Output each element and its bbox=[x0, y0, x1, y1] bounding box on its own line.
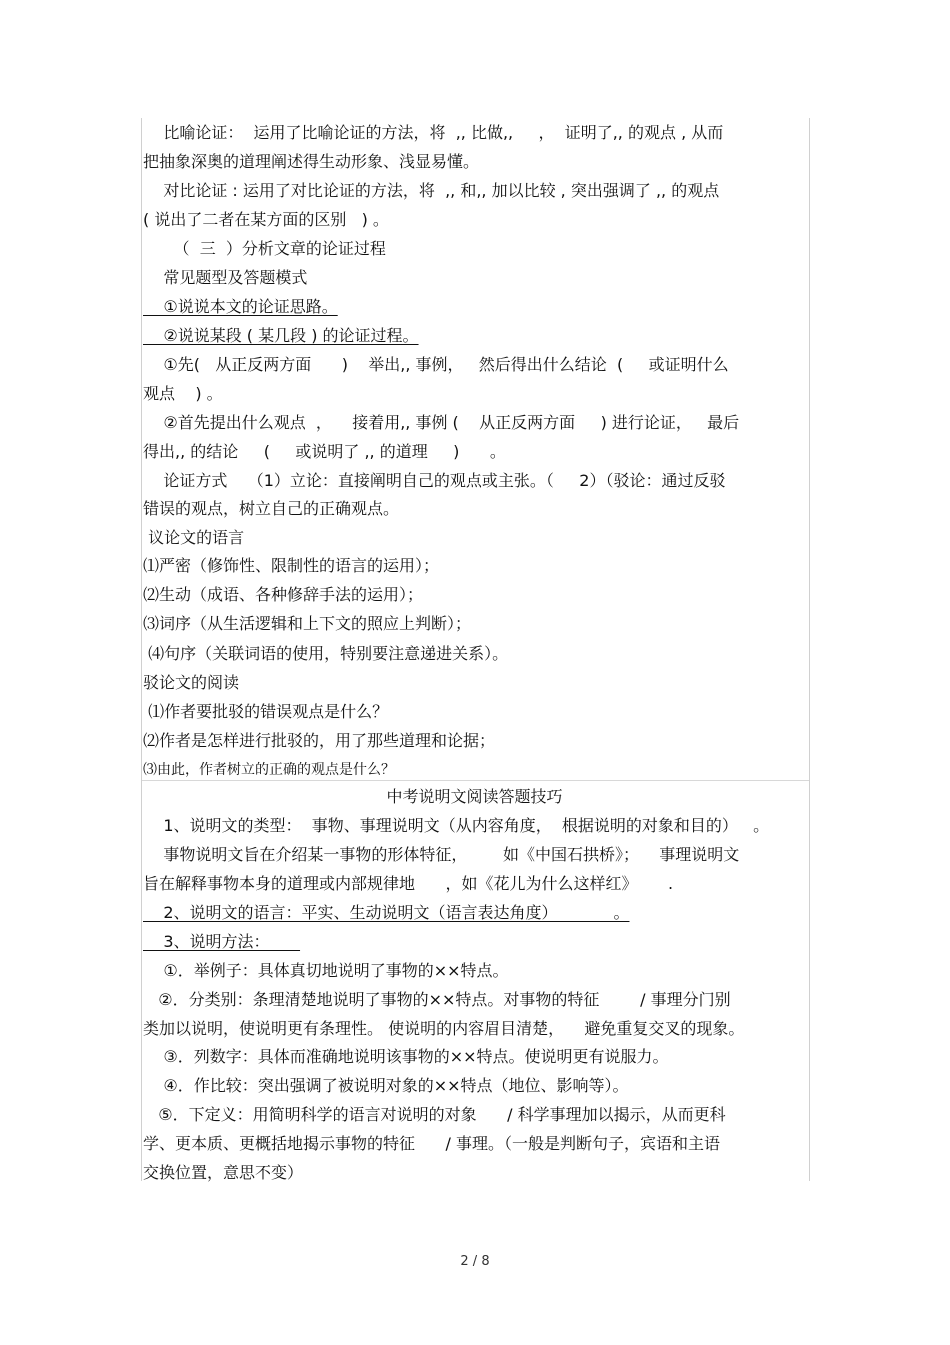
page-title: 中考说明文阅读答题技巧 bbox=[386, 787, 563, 806]
question-line: ②说说某段 ( 某几段 ) 的论证过程。 bbox=[143, 326, 419, 345]
text-line: 对比论证 : 运用了对比论证的方法，将 ,, 和,, 加以比较 , 突出强调了 ,, 的观点 bbox=[143, 181, 720, 200]
text-line: 错误的观点，树立自己的正确观点。 bbox=[143, 499, 400, 518]
text-line: 把抽象深奥的道理阐述得生动形象、浅显易懂。 bbox=[143, 152, 480, 171]
text-line: 观点 ) 。 bbox=[143, 384, 223, 403]
list-item: ⑶由此，作者树立的正确的观点是什么？ bbox=[143, 762, 395, 778]
section-heading: 议论文的语言 bbox=[143, 528, 245, 547]
text-line: 比喻论证： 运用了比喻论证的方法，将 ,, 比做,, ， 证明了,, 的观点 , 从而 bbox=[143, 123, 724, 142]
page-number: 2 / 8 bbox=[460, 1254, 490, 1269]
text-line: ②首先提出什么观点 ， 接着用,, 事例 ( 从正反两方面 ) 进行论证， 最后 bbox=[143, 413, 740, 432]
list-item: ⑷句序（关联词语的使用，特别要注意递进关系）。 bbox=[143, 644, 509, 663]
list-item: ①．举例子：具体真切地说明了事物的××特点。 bbox=[143, 961, 509, 980]
list-item: ⑤．下定义：用简明科学的语言对说明的对象 / 科学事理加以揭示，从而更科 bbox=[143, 1105, 726, 1124]
text-line: 旨在解释事物本身的道理或内部规律地 ，如《花儿为什么这样红》 . bbox=[143, 874, 674, 893]
list-item: ④．作比较：突出强调了被说明对象的××特点（地位、影响等）。 bbox=[143, 1076, 629, 1095]
text-line: 交换位置，意思不变） bbox=[143, 1163, 304, 1182]
text-line: 常见题型及答题模式 bbox=[143, 268, 308, 287]
section-heading: 驳论文的阅读 bbox=[143, 673, 240, 692]
list-item: ⑵作者是怎样进行批驳的，用了那些道理和论据； bbox=[143, 731, 496, 750]
text-line: 类加以说明，使说明更有条理性。 使说明的内容眉目清楚， 避免重复交叉的现象。 bbox=[143, 1019, 745, 1038]
list-item: ②．分类别：条理清楚地说明了事物的××特点。对事物的特征 / 事理分门别 bbox=[143, 990, 731, 1009]
list-item: ⑶词序（从生活逻辑和上下文的照应上判断）； bbox=[143, 614, 472, 633]
list-item: ⑴严密（修饰性、限制性的语言的运用）； bbox=[143, 556, 440, 575]
section-heading: （ 三 ）分析文章的论证过程 bbox=[143, 239, 386, 258]
text-line: 得出,, 的结论 ( 或说明了 ,, 的道理 ) 。 bbox=[143, 442, 506, 461]
list-item: ③．列数字：具体而准确地说明该事物的××特点。使说明更有说服力。 bbox=[143, 1047, 669, 1066]
text-line: ( 说出了二者在某方面的区别 ) 。 bbox=[143, 210, 389, 229]
question-line: ①说说本文的论证思路。 bbox=[143, 297, 338, 316]
text-line: 学、更本质、更概括地揭示事物的特征 / 事理。（一般是判断句子，宾语和主语 bbox=[143, 1134, 720, 1153]
text-line: ①先( 从正反两方面 ) 举出,, 事例， 然后得出什么结论 ( 或证明什么 bbox=[143, 355, 729, 374]
text-line: 论证方式 （1）立论：直接阐明自己的观点或主张。（ 2）（驳论：通过反驳 bbox=[143, 471, 726, 490]
list-item: ⑴作者要批驳的错误观点是什么？ bbox=[143, 702, 389, 721]
text-line: 事物说明文旨在介绍某一事物的形体特征， 如《中国石拱桥》； 事理说明文 bbox=[143, 845, 740, 864]
text-line: 2、说明文的语言：平实、生动说明文（语言表达角度） 。 bbox=[143, 903, 630, 922]
text-line: 3、说明方法： bbox=[143, 932, 301, 951]
text-line: 1、说明文的类型： 事物、事理说明文（从内容角度， 根据说明的对象和目的） 。 bbox=[143, 816, 770, 835]
list-item: ⑵生动（成语、各种修辞手法的运用）； bbox=[143, 585, 424, 604]
